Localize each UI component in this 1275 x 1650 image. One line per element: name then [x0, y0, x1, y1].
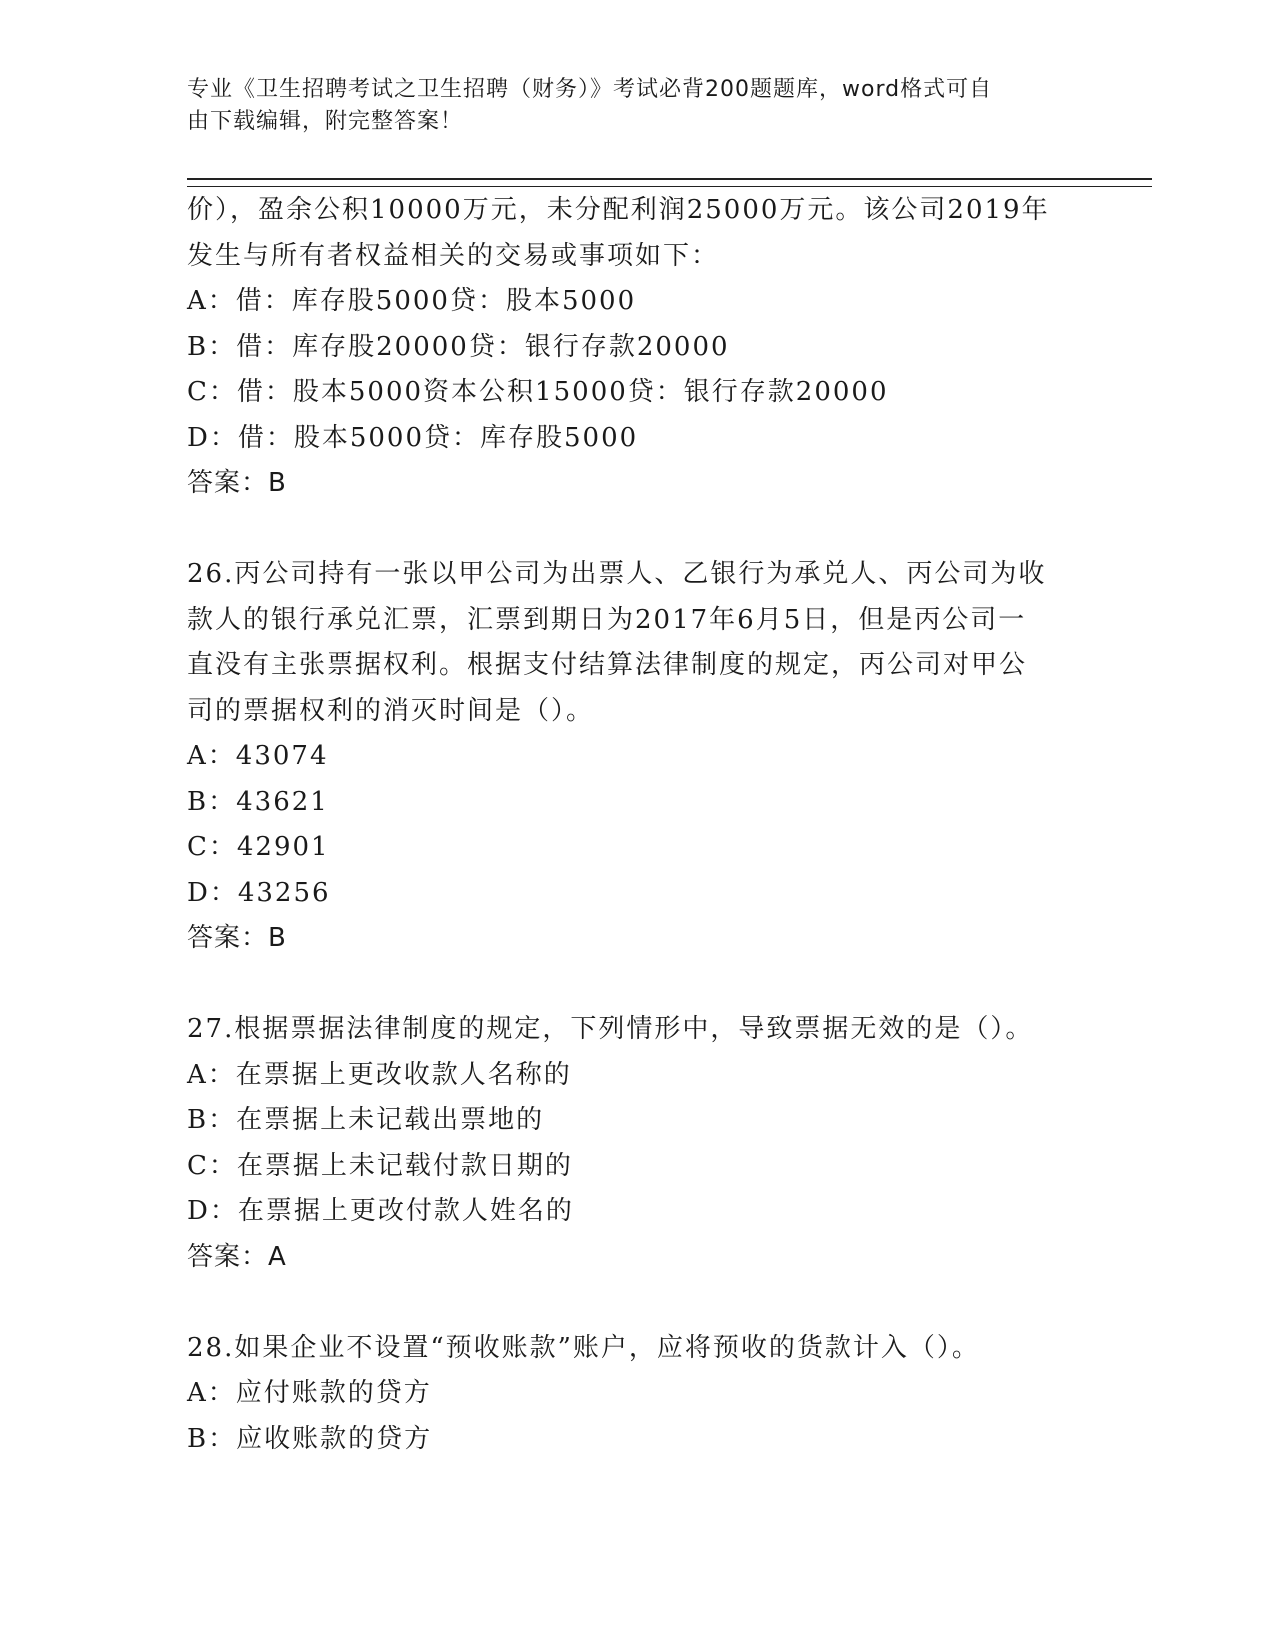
option-b: B：在票据上未记载出票地的 — [187, 1105, 545, 1135]
question-stem-line: 价），盈余公积10000万元，未分配利润25000万元。该公司2019年 — [187, 195, 1050, 225]
option-b: B：借：库存股20000贷：银行存款20000 — [187, 331, 730, 362]
option-d: D：在票据上更改付款人姓名的 — [187, 1196, 574, 1226]
option-c: C：42901 — [187, 832, 330, 862]
option-a: A：应付账款的贷方 — [187, 1378, 432, 1408]
option-d: D：43256 — [187, 877, 331, 908]
question-stem-line: 发生与所有者权益相关的交易或事项如下： — [187, 240, 720, 271]
option-d: D：借：股本5000贷：库存股5000 — [187, 422, 639, 453]
question-stem-line: 直没有主张票据权利。根据支付结算法律制度的规定，丙公司对甲公 — [187, 650, 1028, 680]
page-header — [187, 74, 1067, 138]
answer: 答案：B — [187, 468, 287, 498]
question-stem-line: 26.丙公司持有一张以甲公司为出票人、乙银行为承兑人、丙公司为收 — [187, 559, 1047, 589]
option-a: A：借：库存股5000贷：股本5000 — [187, 286, 637, 316]
question-27 — [187, 1007, 1107, 1280]
spacer — [187, 507, 1107, 553]
question-26 — [187, 552, 1107, 962]
option-c: C：在票据上未记载付款日期的 — [187, 1150, 573, 1181]
spacer — [187, 1280, 1107, 1326]
answer: 答案：A — [187, 1241, 287, 1272]
option-c: C：借：股本5000资本公积15000贷：银行存款20000 — [187, 377, 889, 407]
header-divider — [187, 178, 1152, 187]
header-line: 专业《卫生招聘考试之卫生招聘（财务）》考试必背200题题库，word格式可自 — [187, 77, 993, 102]
question-25-continued — [187, 188, 1107, 507]
question-stem-line: 款人的银行承兑汇票，汇票到期日为2017年6月5日，但是丙公司一 — [187, 604, 1027, 635]
header-line: 由下载编辑，附完整答案！ — [187, 109, 464, 134]
option-a: A：43074 — [187, 741, 329, 771]
document-body — [187, 188, 1107, 1462]
question-28 — [187, 1326, 1107, 1463]
question-stem-line: 司的票据权利的消灭时间是（）。 — [187, 695, 595, 726]
question-stem-line: 28.如果企业不设置“预收账款”账户，应将预收的货款计入（）。 — [187, 1332, 980, 1363]
option-b: B：应收账款的贷方 — [187, 1423, 433, 1454]
question-stem-line: 27.根据票据法律制度的规定，下列情形中，导致票据无效的是（）。 — [187, 1014, 1034, 1044]
option-b: B：43621 — [187, 786, 329, 817]
option-a: A：在票据上更改收款人名称的 — [187, 1059, 572, 1090]
spacer — [187, 962, 1107, 1008]
answer: 答案：B — [187, 923, 287, 953]
